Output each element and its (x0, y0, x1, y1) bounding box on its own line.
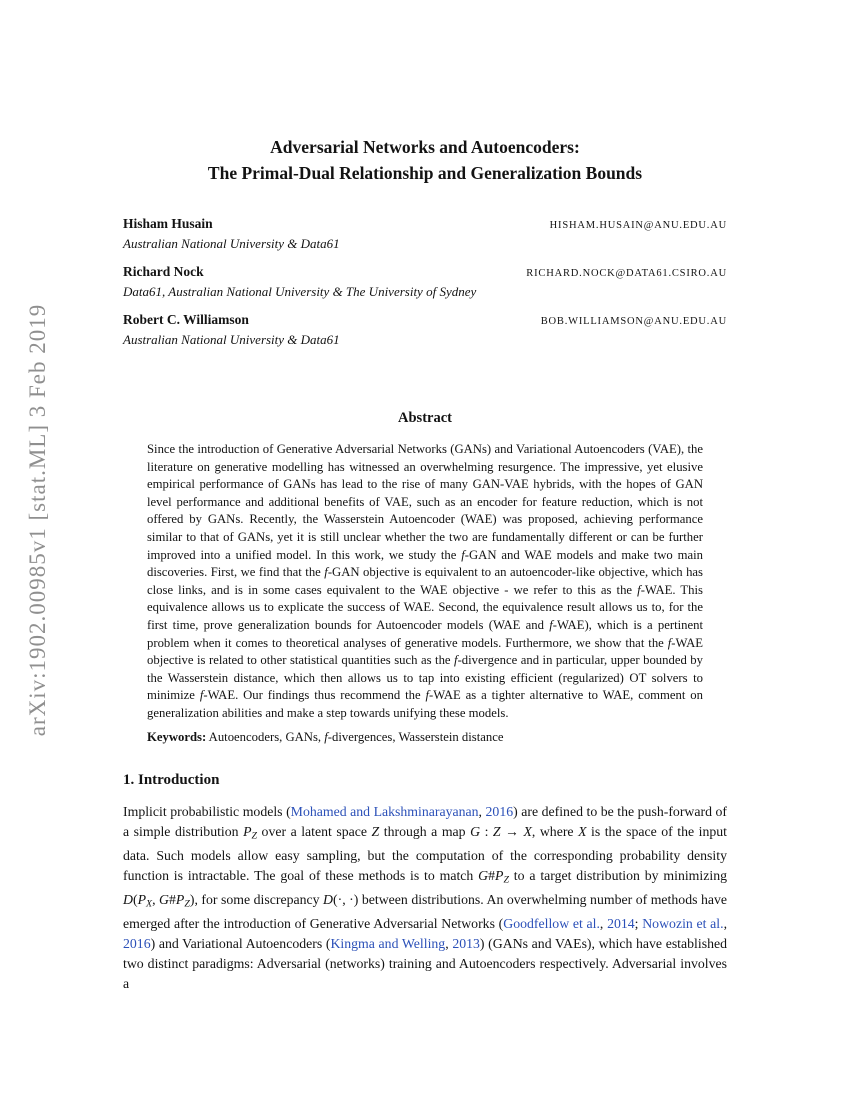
author-name: Hisham Husain (123, 216, 213, 231)
text-segment: → (500, 823, 524, 839)
text-segment: ), for some discrepancy (189, 892, 324, 908)
text-segment: f (454, 653, 458, 668)
text-segment: over a latent space (257, 823, 372, 839)
text-segment: -GAN and WAE models and make two main discoveries. First, we find that the (147, 547, 703, 580)
text-segment: (·, ·) (333, 892, 359, 908)
text-segment: : (480, 823, 493, 839)
author-email: BOB.WILLIAMSON@ANU.EDU.AU (540, 316, 727, 327)
text-segment: through a map (379, 823, 471, 839)
text-segment: X (146, 898, 153, 910)
text-segment: G (470, 823, 481, 839)
text-segment: -GAN objective is equivalent to an autoencoder-like objective, which has close links, and is in some cases equivalent to the WAE objective - we refer to this as the (147, 565, 703, 597)
text-segment: , (599, 916, 608, 932)
text-segment: P (243, 823, 252, 839)
text-segment: Z (492, 823, 501, 839)
text-segment: X (523, 823, 532, 839)
text-segment: -WAE as a tighter alternative to WAE, comment on generalization abilities and make a step towards unifying these models. (147, 688, 703, 720)
text-segment: ) are defined to be the push-forward of a simple distribution (123, 804, 728, 839)
paper-title (123, 0, 727, 186)
text-segment: -WAE), which is a pertinent problem when it comes to theoretical analyses of generative models. Furthermore, we show that the (147, 617, 703, 650)
text-segment: f (199, 688, 204, 703)
text-segment: -divergences, Wasserstein distance (327, 729, 504, 744)
citation-link[interactable]: Nowozin et al. (642, 916, 724, 932)
text-segment: , where (531, 823, 579, 839)
text-segment: ; (634, 916, 643, 932)
author-row (123, 216, 727, 232)
author-affiliation: Data61, Australian National University & The University of Sydney (123, 284, 477, 299)
text-segment: D (123, 892, 133, 908)
text-segment: is the space of the input data. Such models allow easy sampling, but the computation of the corresponding probability density function is intractable. The goal of these methods is to match (123, 823, 727, 883)
author-name: Richard Nock (123, 264, 204, 279)
text-segment: ( (132, 892, 138, 908)
author-affiliation: Australian National University & Data61 (123, 236, 340, 251)
text-segment: f (549, 617, 553, 632)
text-segment: between distributions. An overwhelming number of methods have emerged after the introduction of Generative Adversarial Networks ( (123, 892, 728, 932)
text-segment: Z (184, 898, 190, 910)
author-entry (123, 312, 727, 348)
text-segment: f (324, 565, 328, 580)
text-segment: # (488, 867, 496, 883)
text-segment: ) and Variational Autoencoders ( (150, 936, 331, 952)
text-segment: Implicit probabilistic models ( (123, 804, 291, 820)
text-segment: Z (371, 823, 380, 839)
text-segment: f (667, 635, 672, 650)
text-segment: D (323, 892, 333, 908)
text-segment: G (159, 892, 169, 908)
paper-content (123, 0, 727, 994)
text-segment: Z (503, 874, 509, 886)
text-segment: # (169, 892, 176, 908)
text-segment: -divergence and in particular, upper bounded by the Wasserstein distance, which then allows us to tap into existing efficient (regularized) OT solvers to minimize (147, 653, 703, 703)
text-segment: f (461, 547, 465, 562)
author-name: Robert C. Williamson (123, 312, 249, 327)
author-affiliation: Australian National University & Data61 (123, 332, 340, 347)
citation-link[interactable]: 2014 (607, 916, 635, 932)
text-segment: P (137, 892, 147, 908)
citation-link[interactable]: Kingma and Welling (330, 936, 446, 952)
text-segment: , (478, 804, 486, 820)
text-segment: , (723, 916, 728, 932)
text-segment: f (425, 688, 430, 703)
citation-link[interactable]: 2016 (485, 804, 514, 820)
text-segment: , (152, 892, 160, 908)
arxiv-watermark: arXiv:1902.00985v1 [stat.ML] 3 Feb 2019 (25, 303, 50, 737)
abstract-text (147, 441, 703, 723)
citation-link[interactable]: 2013 (452, 936, 480, 952)
introduction-paragraph (123, 802, 727, 994)
author-email: RICHARD.NOCK@DATA61.CSIRO.AU (526, 268, 727, 279)
text-segment: to a target distribution by minimizing (508, 867, 727, 883)
author-row (123, 264, 727, 280)
paper-title-line2: The Primal-Dual Relationship and Generalization Bounds (207, 163, 643, 183)
section-heading-introduction: 1. Introduction (123, 772, 220, 789)
keywords-line (147, 729, 703, 747)
text-segment: -WAE. This equivalence allows us to explicate the success of WAE. Second, the equivalence result allows us to, for the first time, prove generalization bounds for Autoencoder models (WAE and (147, 582, 703, 632)
author-entry (123, 264, 727, 300)
author-email: HISHAM.HUSAIN@ANU.EDU.AU (549, 220, 727, 231)
author-block (123, 216, 727, 348)
text-segment: P (495, 867, 504, 883)
text-segment: f (324, 729, 328, 744)
text-segment: X (578, 823, 587, 839)
text-segment: P (175, 892, 185, 908)
author-entry (123, 216, 727, 252)
text-segment: ) (GANs and VAEs), which have established two distinct paradigms: Adversarial (networks) training and Autoencoders respectively. Adversarial involves a (123, 936, 727, 991)
text-segment: f (637, 582, 641, 597)
citation-link[interactable]: Goodfellow et al. (503, 916, 600, 932)
text-segment: -WAE. Our findings thus recommend the (203, 688, 426, 703)
citation-link[interactable]: 2016 (123, 936, 151, 952)
text-segment: -WAE objective is related to other statistical quantities such as the (147, 635, 703, 668)
abstract-heading: Abstract (398, 410, 452, 426)
paper-title-line1: Adversarial Networks and Autoencoders: (270, 137, 580, 157)
text-segment: , (445, 936, 453, 952)
text-segment: Autoencoders, GANs, (206, 729, 325, 744)
author-row (123, 312, 727, 328)
text-segment: Keywords: (147, 729, 207, 744)
text-segment: G (478, 867, 489, 883)
text-segment: Since the introduction of Generative Adversarial Networks (GANs) and Variational Autoencoders (VAE), the literature on generative modelling has witnessed an overwhelming resurgence. The impressive, yet elusive empirical performance of GANs has lead to the rise of many GAN-VAE hybrids, with the hopes of GAN level performance and additional benefits of VAE, such as an encoder for feature reduction, which is not offered by GANs. Recently, the Wasserstein Autoencoder (WAE) was proposed, achieving performance similar to that of GANs, yet it is still unclear whether the two are fundamentally different or can be further improved into a unified model. In this work, we study the (147, 442, 703, 562)
citation-link[interactable]: Mohamed and Lakshminarayanan (290, 804, 479, 820)
text-segment: Z (251, 830, 258, 842)
